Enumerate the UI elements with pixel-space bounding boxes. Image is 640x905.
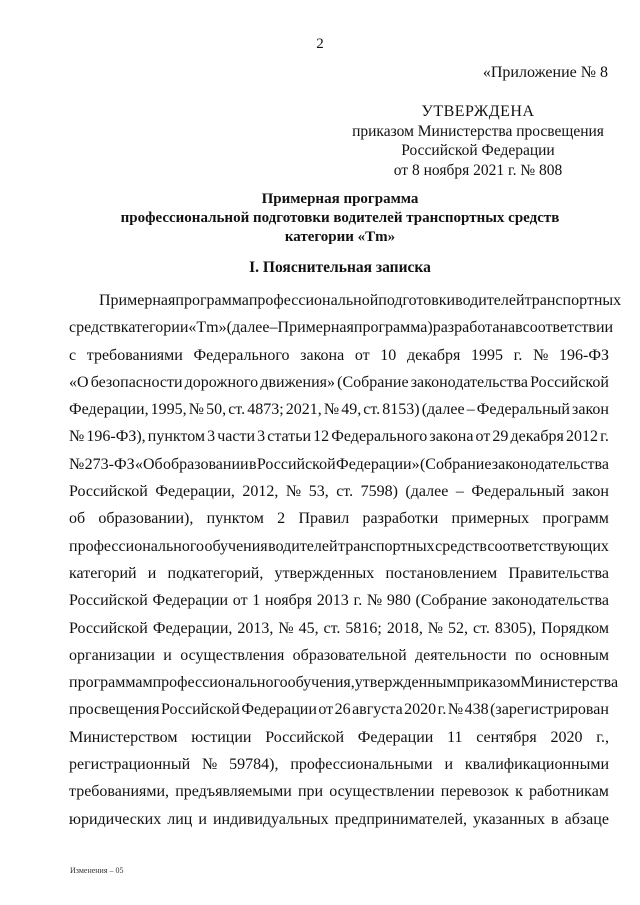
body-line: № 196-ФЗ), пунктом 3 части 3 статьи 12 Федерального закона от 29 декабря 2012 г. bbox=[69, 428, 609, 446]
body-line: Федерации, 1995, № 50, ст. 4873; 2021, № 49, ст. 8153) (далее – Федеральный закон bbox=[69, 401, 609, 419]
appendix-label: «Приложение № 8 bbox=[482, 64, 608, 81]
section-title: I. Пояснительная записка bbox=[249, 259, 431, 276]
body-line: средств категории «Tm» (далее – Примерная программа) разработана в соответствии bbox=[69, 319, 614, 337]
body-text bbox=[69, 287, 622, 833]
body-line: № 273-ФЗ «Об образовании в Российской Федерации» (Собрание законодательства bbox=[69, 455, 609, 473]
body-line: Министерством юстиции Российской Федерации 11 сентября 2020 г., bbox=[69, 728, 609, 746]
body-line: Российской Федерации от 1 ноября 2013 г. № 980 (Собрание законодательства bbox=[69, 592, 609, 610]
approval-line-2: Российской Федерации bbox=[401, 142, 555, 159]
page-number: 2 bbox=[316, 36, 324, 52]
body-line: требованиями, предъявляемыми при осуществлении перевозок к работникам bbox=[69, 783, 609, 801]
body-line: программам профессионального обучения, утвержденным приказом Министерства bbox=[69, 674, 619, 692]
body-line: об образовании), пунктом 2 Правил разработки примерных программ bbox=[69, 510, 609, 528]
title-line-1: Примерная программа bbox=[261, 191, 419, 207]
approval-line-1: приказом Министерства просвещения bbox=[352, 122, 604, 140]
body-line: «О безопасности дорожного движения» (Собрание законодательства Российской bbox=[69, 373, 609, 391]
title-line-2: профессиональной подготовки водителей транспортных средств bbox=[120, 210, 560, 226]
body-line: Российской Федерации, 2012, № 53, ст. 7598) (далее – Федеральный закон bbox=[69, 483, 609, 501]
body-line: организации и осуществления образовательной деятельности по основным bbox=[69, 646, 609, 664]
body-line: юридических лиц и индивидуальных предпринимателей, указанных в абзаце bbox=[69, 810, 609, 828]
title-line-3: категории «Tm» bbox=[284, 229, 396, 245]
footer-note: Изменения – 05 bbox=[70, 866, 124, 875]
body-line: профессионального обучения водителей транспортных средств соответствующих bbox=[69, 537, 609, 555]
body-line: Примерная программа профессиональной подготовки водителей транспортных bbox=[99, 292, 622, 309]
body-line: с требованиями Федерального закона от 10 декабря 1995 г. № 196-ФЗ bbox=[69, 346, 609, 364]
body-line: регистрационный № 59784), профессиональными и квалификационными bbox=[69, 756, 609, 774]
body-line: категорий и подкатегорий, утвержденных постановлением Правительства bbox=[69, 564, 609, 582]
approval-line-3: от 8 ноября 2021 г. № 808 bbox=[393, 161, 563, 179]
approval-block bbox=[348, 102, 608, 180]
body-line: Российской Федерации, 2013, № 45, ст. 5816; 2018, № 52, ст. 8305), Порядком bbox=[69, 619, 609, 637]
body-line: просвещения Российской Федерации от 26 августа 2020 г. № 438 (зарегистрирован bbox=[69, 701, 609, 719]
approval-heading: УТВЕРЖДЕНА bbox=[421, 103, 535, 120]
document-title bbox=[80, 190, 600, 247]
